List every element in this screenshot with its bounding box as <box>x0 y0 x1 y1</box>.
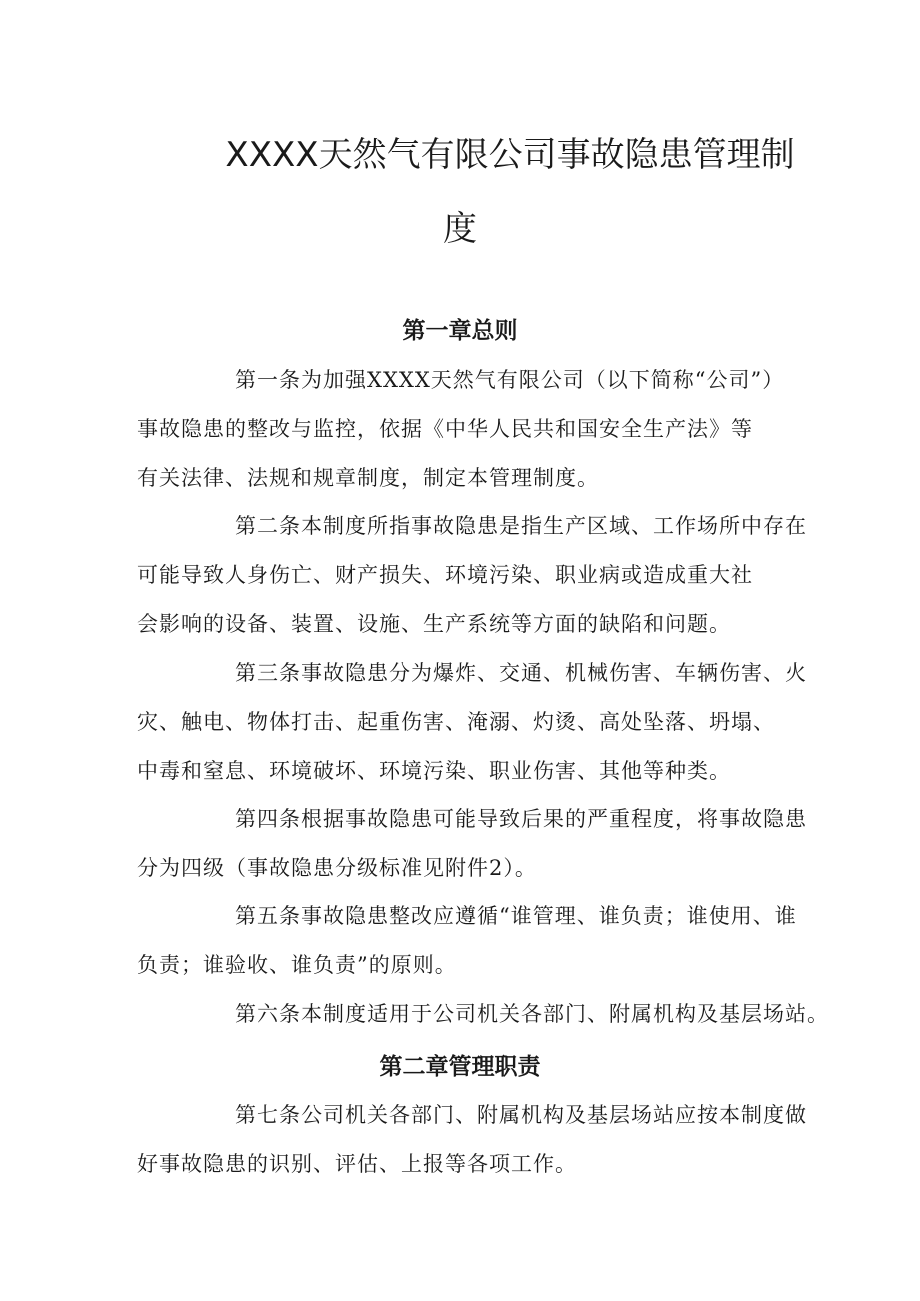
paragraph-line: 好事故隐患的识别、评估、上报等各项工作。 <box>137 1152 577 1176</box>
paragraph-line: 分为四级（事故隐患分级标准见附件2）。 <box>137 856 537 880</box>
paragraph-line: 第五条事故隐患整改应遵循“谁管理、谁负责；谁使用、谁 <box>235 904 797 928</box>
paragraph-line: 第七条公司机关各部门、附属机构及基层场站应按本制度做 <box>235 1103 807 1127</box>
article-paragraph <box>137 356 797 503</box>
article-paragraph <box>137 1091 807 1189</box>
paragraph-line: 中毒和窒息、环境破坏、环境污染、职业伤害、其他等种类。 <box>137 759 731 783</box>
paragraph-line: 事故隐患的整改与监控，依据《中华人民共和国安全生产法》等 <box>137 417 753 441</box>
article-paragraph <box>137 649 807 796</box>
article-paragraph <box>137 990 829 1039</box>
article-paragraph <box>137 892 797 990</box>
chapter-heading: 第一章总则 <box>402 318 518 344</box>
article-paragraph <box>137 795 807 893</box>
paragraph-line: 第三条事故隐患分为爆炸、交通、机械伤害、车辆伤害、火 <box>235 661 807 685</box>
paragraph-line: 第四条根据事故隐患可能导致后果的严重程度，将事故隐患 <box>235 807 807 831</box>
paragraph-line: 有关法律、法规和规章制度，制定本管理制度。 <box>137 466 599 490</box>
paragraph-line: 第二条本制度所指事故隐患是指生产区域、工作场所中存在 <box>235 514 807 538</box>
paragraph-line: 会影响的设备、装置、设施、生产系统等方面的缺陷和问题。 <box>137 612 731 636</box>
paragraph-line: 第一条为加强XXXX天然气有限公司（以下简称“公司”） <box>235 368 785 392</box>
document-title-line-1: XXXX天然气有限公司事故隐患管理制 <box>225 135 795 175</box>
paragraph-line: 第六条本制度适用于公司机关各部门、附属机构及基层场站。 <box>235 1002 829 1026</box>
article-paragraph <box>137 502 807 649</box>
chapter-heading: 第二章管理职责 <box>379 1054 541 1080</box>
paragraph-line: 可能导致人身伤亡、财产损失、环境污染、职业病或造成重大社 <box>137 563 753 587</box>
paragraph-line: 灾、触电、物体打击、起重伤害、淹溺、灼烫、高处坠落、坍塌、 <box>137 710 775 734</box>
document-title-line-2: 度 <box>443 209 477 249</box>
paragraph-line: 负责；谁验收、谁负责”的原则。 <box>137 953 457 977</box>
